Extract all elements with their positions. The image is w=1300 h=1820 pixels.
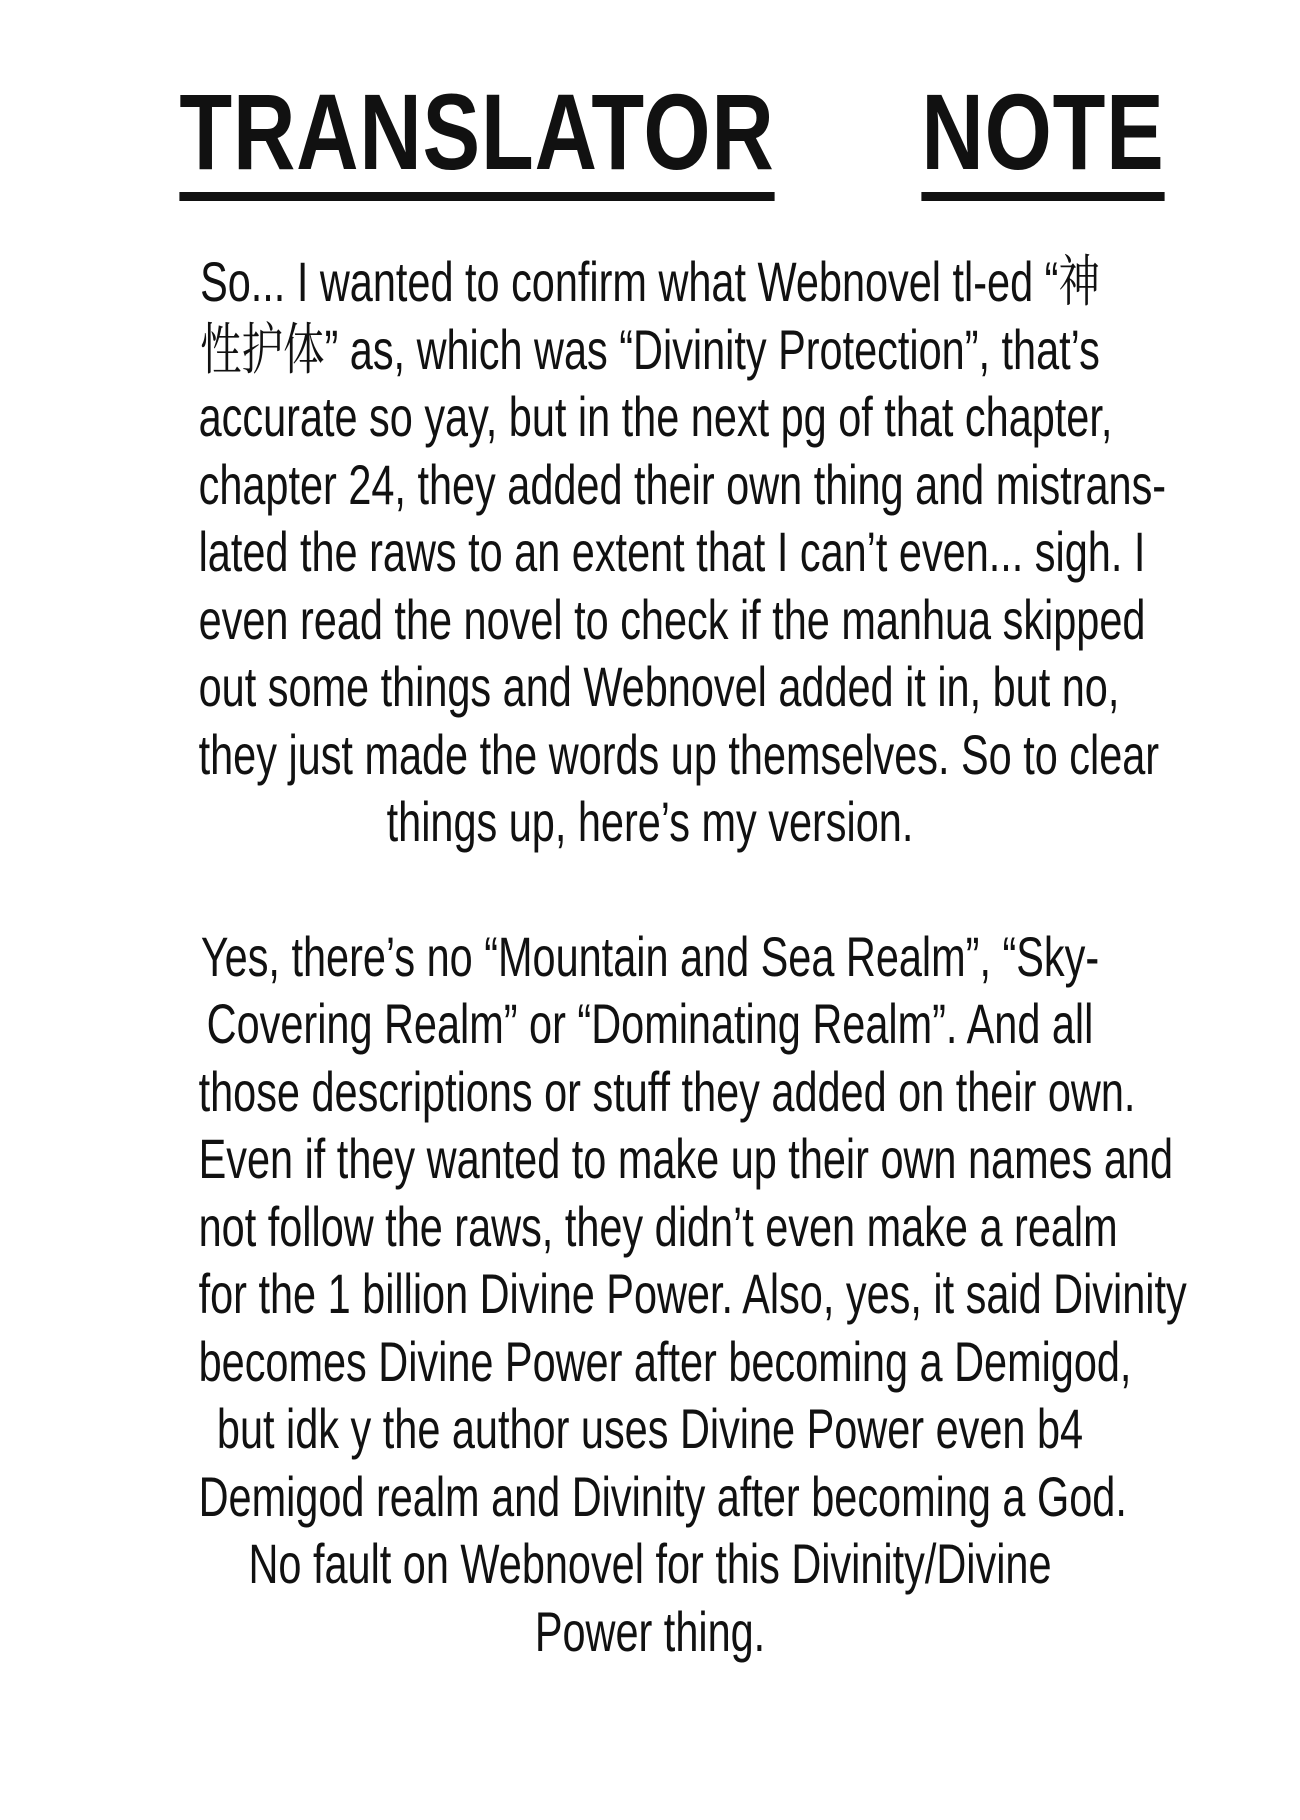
paragraph-line: things up, here’s my version. <box>386 790 914 853</box>
paragraph-line: Covering Realm” or “Dominating Realm”. And all <box>206 992 1094 1055</box>
paragraph-line: Power thing. <box>534 1599 766 1663</box>
paragraph-line: No fault on Webnovel for this Divinity/Divine <box>248 1532 1052 1595</box>
paragraph-line: even read the novel to check if the manhua skipped <box>198 587 1146 651</box>
paragraph-line: they just made the words up themselves. So to clear <box>198 722 1160 786</box>
paragraph-line: for the 1 billion Divine Power. Also, yes, it said Divinity <box>198 1262 1187 1325</box>
paragraph-line: but idk y the author uses Divine Power even b4 <box>216 1397 1084 1460</box>
paragraph-line: accurate so yay, but in the next pg of that chapter, <box>198 385 1113 448</box>
paragraph-line: becomes Divine Power after becoming a Demigod, <box>198 1329 1132 1393</box>
paragraph-line: Demigod realm and Divinity after becoming a God. <box>198 1464 1127 1528</box>
title-word-translator: TRANSLATOR <box>179 78 774 201</box>
paragraph-line: those descriptions or stuff they added on their own. <box>198 1059 1136 1123</box>
note-body <box>40 248 1260 1665</box>
paragraph-line: out some things and Webnovel added it in, but no, <box>198 655 1120 718</box>
paragraph-line: 性护体” as, which was “Divinity Protection”, that’s <box>200 317 1100 381</box>
paragraph-line: chapter 24, they added their own thing and mistrans- <box>198 452 1167 516</box>
page-title <box>0 71 1300 201</box>
paragraph-line: Even if they wanted to make up their own names and <box>198 1127 1174 1190</box>
paragraph-line: lated the raws to an extent that I can’t even... sigh. I <box>198 520 1146 583</box>
paragraph-line: So... I wanted to confirm what Webnovel tl-ed “神 <box>200 250 1100 313</box>
paragraph-line: Yes, there’s no “Mountain and Sea Realm”, “Sky- <box>200 924 1100 988</box>
paragraph-2 <box>40 923 1260 1666</box>
paragraph-spacer <box>40 856 1260 923</box>
paragraph-1 <box>40 248 1260 856</box>
title-word-note: NOTE <box>921 78 1164 201</box>
paragraph-line: not follow the raws, they didn’t even make a realm <box>198 1194 1118 1258</box>
